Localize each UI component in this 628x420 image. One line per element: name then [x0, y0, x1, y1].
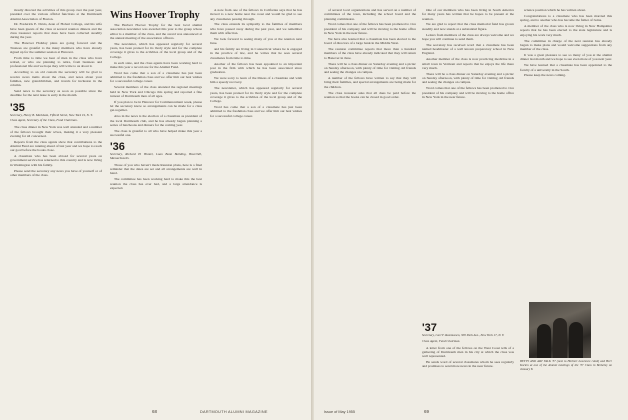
issue-footer: Issue of May 1955	[324, 410, 356, 414]
paragraph: The class treasurer asks that all dues be paid before the reunion so that the books can be closed in good order.	[324, 90, 416, 99]
paragraph: The committee in charge of the next reunion has already begun to make plans and would welcome suggestions from any member of the class.	[520, 38, 612, 52]
paragraph: We have also learned that a classmate has been elected to the board of directors of a large bank in the Middle West.	[324, 36, 416, 46]
paragraph: We are glad to report that the class memorial fund has grown steadily and now stands at a substantial figure.	[422, 22, 514, 31]
person-figure	[537, 324, 551, 358]
paragraph: Word has come that a son of a classmate has just been admitted to the freshman class and we offer him our best wishes for a successful college career.	[210, 105, 302, 118]
paragraph: We have learned that a classmate has been appointed to the faculty of a university in the South.	[520, 63, 612, 72]
paragraph: A note from one of the fellows in California says that he has moved to a new home near the coast and would be glad to see any classmates passing through.	[210, 8, 302, 21]
paragraph: The Herbert Hoover Trophy for the best local alumni association newsletter was awarded this year to the group whose editor is a member of the class, and the award was announced at the annual meeting of the association officers.	[110, 23, 202, 40]
left-column-2	[110, 8, 202, 380]
paragraph: From time to time we hear of men in the class who have retired, or who are planning to retire, from business and professional life and we hope they will write to us about it.	[10, 55, 102, 69]
article-heading: Wins Hoover Trophy	[110, 10, 200, 21]
paragraph: mostly directed the activities of this group over the past year, presided over the various official functions at the Dartmouth Alumni Association of Boston.	[10, 8, 102, 21]
paragraph: Another of the fellows has been appointed to an important post in the firm with which he has been associated since graduation.	[210, 61, 302, 75]
paragraph: A classmate who has been abroad for several years on government service has returned to this country and is now living in Washington with his family.	[10, 154, 102, 167]
paragraph: Reports from the class agents show that contributions to the Alumni Fund are running ahead of last year and we hope to reach our goal before the books close.	[10, 139, 102, 153]
paragraph: and his family are living in Connecticut where he is engaged in the practice of law, and he writes that he sees several classmates from time to time.	[210, 47, 302, 60]
paragraph: He sends word of several classmates whom he sees regularly and promises to send more news in the near future.	[422, 360, 514, 369]
paragraph: Word comes that one of the fellows has been promoted to vice president of his company and will be moving to the home office in New York in the near future.	[422, 86, 514, 99]
paragraph: A letter from one of the fellows on the West Coast tells of a gathering of Dartmouth men in his city at which the class was well represented.	[422, 345, 514, 359]
paragraph: There will be a class dinner on Saturday evening and a picnic on Sunday afternoon, with plenty of time for visiting old friends and seeing the changes on campus.	[422, 71, 514, 85]
person-figure	[553, 318, 567, 358]
photo-caption: BETTY AND ART FALK '37 (next to Herbert Lawrence ruled) and Herr Kurten at one of the Alumni meetings of the '37 Class in Berkeley on January 8.	[520, 360, 612, 371]
right-column-1	[324, 8, 416, 380]
paragraph: The reunion committee reports that more than a hundred members of the class have already indicated that they will return to Hanover in June.	[324, 47, 416, 60]
paragraph: Several members of the class attended the regional meetings held in New York and Chicago this spring and reported a fine turnout of Dartmouth men of all ages.	[110, 85, 202, 98]
paragraph: Word comes that one of the fellows has been promoted to vice president of his company and will be moving to the home office in New York in the near future.	[324, 22, 416, 36]
class-agent: Class Agent, Secretary of the Class, Fund Chairman.	[10, 118, 78, 123]
paragraph: in each state, and the class agents have been working hard to make this year a record one for the Alumni Fund.	[110, 60, 202, 69]
paragraph: A number of the fellows have written to say that they will bring their families, and special arrangements are being made for the children.	[324, 76, 416, 89]
paragraph: Dr. Frederick E. Davis, dean of Hobart College, and his wife have been guests of the class at several reunion dinners and the class treasurer reports that dues have been collected steadily during the year.	[10, 22, 102, 40]
paragraph: A member of the class who is now living in New Hampshire reports that he has been elected to the state legislature and is enjoying his work very much.	[520, 24, 612, 37]
class-secretary: Secretary, Richard H. Hunter, Loan Bank Building, Haverhill, Massachusetts.	[110, 152, 202, 161]
paragraph: Also in the news is the election of a classmate as president of the local Dartmouth club, and he has already begun planning a series of luncheons and dinners for the coming year.	[110, 114, 202, 127]
paragraph: According to an old custom the secretary will be glad to receive news items about the class, and notes about your families, new grandchildren, and travels for inclusion in the column.	[10, 70, 102, 88]
class-secretary: Secretary, Henry B. Markham, Fiftieth Street, New York 19, N. Y.	[10, 112, 93, 117]
class-37-block	[422, 318, 514, 380]
right-page	[314, 0, 628, 420]
paragraph: Letters from members of the class are always welcome and we hope you will continue to send them.	[422, 32, 514, 41]
class-secretary: Secretary, Carl F. Rasmussen, 300 Park Ave., New York 17, N. Y.	[422, 333, 505, 337]
paragraph: Another member of the class is now practicing medicine in a small town in Vermont and reports that he enjoys the life there very much.	[422, 57, 514, 70]
paragraph: The committee has been working hard to make this the best reunion the class has ever had, and a large attendance is expected.	[110, 177, 202, 190]
paragraph: science position which he has written about.	[524, 8, 586, 12]
left-column-1	[10, 8, 102, 380]
paragraph: Those of you who haven't made Reunion plans, here is a final reminder that the dates are set and all arrangements are well in hand.	[110, 162, 202, 176]
paragraph: There will be a class dinner on Saturday evening and a picnic on Sunday afternoon, with plenty of time for visiting old friends and seeing the changes on campus.	[324, 61, 416, 75]
class-year-heading: '36	[110, 141, 125, 154]
magazine-footer: DARTMOUTH ALUMNI MAGAZINE	[200, 410, 268, 414]
paragraph: The class is grateful to all who have helped make this year a successful one.	[110, 128, 202, 137]
paragraph: One of our members who has been living in South America for many years has written that he hopes to be present at the reunion.	[422, 8, 514, 21]
paragraph: The class extends its sympathy to the families of members who have passed away during the past year, and we remember them with affection.	[210, 22, 302, 36]
paragraph: Send news to the secretary as soon as possible since the deadline for the next issue is early in the month.	[10, 89, 102, 98]
paragraph: We were sorry to learn of the illness of a classmate and wish him a speedy recovery.	[210, 76, 302, 85]
paragraph: The Hanover Holiday plans are going forward and the Trustees are grateful to the many members who have already signed up for the summer session at Hanover.	[10, 41, 102, 54]
page-number: 68	[152, 409, 158, 414]
paragraph: The secretary has received word that a classmate has been named headmaster of a well known preparatory school in New England.	[422, 42, 514, 56]
paragraph: Congratulations to a classmate who has been married this spring, and to another who has become the father of twins.	[520, 13, 612, 23]
paragraph: It was a great pleasure to see so many of you at the alumni dinner last month and we hope to see even more of you next year.	[520, 53, 612, 62]
paragraph: The newsletter, which has appeared regularly for several years, has been praised for its lively style and for the complete coverage it gives to the activities of the local group and of the College.	[110, 41, 202, 59]
class-year-heading: '37	[422, 322, 437, 334]
paragraph: Word has come that a son of a classmate has just been admitted to the freshman class and we offer him our best wishes for a successful college career.	[110, 70, 202, 84]
paragraph: Please keep the news coming.	[524, 73, 566, 78]
paragraph: We look forward to seeing many of you at the reunion next June.	[210, 36, 302, 46]
paragraph: Please send the secretary any news you have of yourself or of other members of the class.	[10, 168, 102, 177]
class-year-heading: '35	[10, 101, 25, 114]
page-number: 69	[424, 409, 430, 414]
paragraph: The newsletter, which has appeared regularly for several years, has been praised for its lively style and for the complete coverage it gives to the activities of the local group and of the College.	[210, 86, 302, 104]
person-figure	[569, 322, 583, 358]
paragraph: of several local organizations and has served on a number of committees of the town, including the school board and the planning commission.	[324, 8, 416, 21]
paragraph: If you plan to be in Hanover for Commencement week, please let the secretary know so arrangements can be made for a class get-together.	[110, 99, 202, 113]
paragraph: The class dinner in New York was well attended and a number of the fellows brought their wives, making it a very pleasant evening for all concerned.	[10, 125, 102, 138]
class-photo	[529, 302, 591, 358]
left-column-3	[210, 8, 302, 380]
class-agent: Class Agent, Fund Chairman.	[422, 338, 461, 343]
